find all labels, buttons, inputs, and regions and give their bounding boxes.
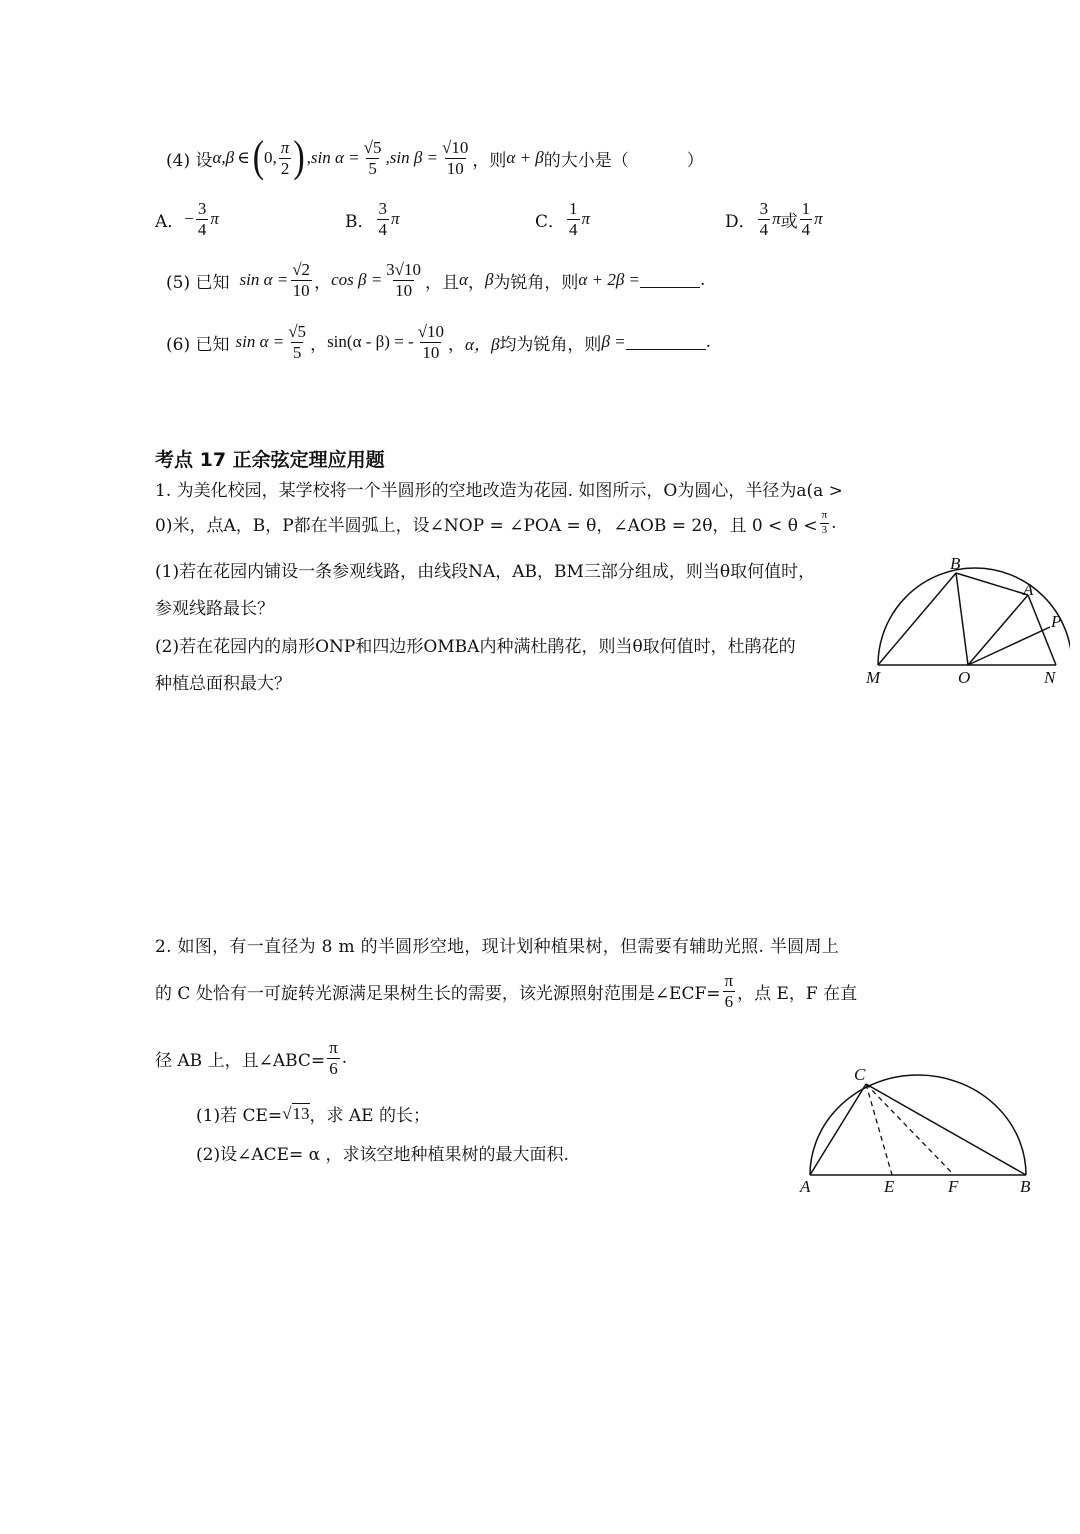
option-a: A． − $\frac{3}{4}$ π: [155, 198, 219, 239]
fig1-segment-ob: [956, 573, 968, 665]
p2-line1: 2. 如图，有一直径为 8 m 的半圆形空地，现计划种植果树，但需要有辅助光照. 半圆周上: [155, 937, 840, 957]
option-d: D． $\frac{3}{4}$ π 或 $\frac{1}{4}$ π: [725, 198, 823, 239]
p1-sub1-line1: (1)若在花园内铺设一条参观线路，由线段NA，AB，BM三部分组成，则当θ取何值时，: [155, 562, 816, 582]
q4-sin-beta: sin β =: [389, 148, 439, 167]
q4-vars: α,β: [212, 148, 235, 167]
fig2-segment-ac: [810, 1084, 866, 1175]
p2-sub1: (1)若 CE= √ 13 ，求 AE 的长；: [196, 1103, 430, 1126]
fig1-label-b: B: [950, 555, 961, 573]
q4-label: (4) 设: [166, 150, 213, 171]
p1-sub1-line2: 参观线路最长？: [155, 599, 274, 619]
q4-ask: 的大小是（: [543, 150, 629, 171]
fig2-label-b: B: [1020, 1177, 1031, 1196]
q4-pi-over-2: $\frac{\pi}{2}$: [280, 137, 290, 178]
fig1-segment-oa: [968, 595, 1028, 665]
fig1-label-a: A: [1023, 580, 1034, 599]
option-b: B． $\frac{3}{4}$ π: [345, 198, 400, 239]
fig1-arc: [878, 568, 1070, 665]
option-c: C． $\frac{1}{4}$ π: [535, 198, 591, 239]
figure-2-semicircle: [790, 1060, 1050, 1200]
fig2-label-f: F: [948, 1177, 959, 1196]
question-5: (5) 已知 sin α = $\frac{√2}{10}$ ， cos β = $\frac{3√10}{10}$ ，且 α ， β 为锐角，则 α + 2β = .: [166, 259, 706, 300]
q4-in: ∈: [237, 148, 250, 167]
q4-close: ）: [686, 150, 704, 171]
q4-frac-sqrt5-5: $\frac{√5}{5}$: [363, 137, 382, 178]
fig2-label-a: A: [800, 1177, 811, 1196]
q4-expr: α + β: [506, 148, 544, 167]
q4-frac-sqrt10-10: $\frac{√10}{10}$: [442, 137, 469, 178]
q4-interval: ( 0, $\frac{\pi}{2}$ ): [252, 133, 305, 182]
question-4: (4) 设 α,β ∈ ( 0, $\frac{\pi}{2}$ ) , sin α = $\frac{√5}{5}$ , sin β = $\frac{√10}{10}$ ，则 α + β 的大小是（ ）: [166, 133, 704, 182]
fig1-segment-ba: [956, 573, 1028, 595]
p2-line2: 的 C 处恰有一可旋转光源满足果树生长的需要，该光源照射范围是∠ECF= $\frac{\pi}{6}$ ，点 E，F 在直: [155, 970, 858, 1011]
p1-sub2-line1: (2)若在花园内的扇形ONP和四边形OMBA内种满杜鹃花，则当θ取何值时，杜鹃花的: [155, 637, 796, 657]
q4-suffix: ，则: [472, 150, 507, 171]
fig1-label-m: M: [866, 668, 881, 687]
section-title: 考点 17 正余弦定理应用题: [155, 449, 385, 471]
q5-answer-blank[interactable]: [640, 273, 700, 288]
question-6: (6) 已知 sin α = $\frac{√5}{5}$ ， sin(α - β) = - $\frac{√10}{10}$ ， α，β 均为锐角，则 β = .: [166, 321, 712, 362]
fig2-label-e: E: [884, 1177, 895, 1196]
p1-sub2-line2: 种植总面积最大？: [155, 674, 291, 694]
p2-sub2: (2)设∠ACE= α ，求该空地种植果树的最大面积.: [196, 1145, 569, 1165]
fig2-label-c: C: [854, 1065, 866, 1084]
q4-sin-alpha: sin α =: [310, 148, 360, 167]
q6-answer-blank[interactable]: [626, 335, 706, 350]
p1-line2: 0)米，点A，B，P都在半圆弧上，设∠NOP = ∠POA = θ，∠AOB = 2θ，且 0 < θ < $\frac{\pi}{3}$ .: [155, 509, 837, 536]
q4-interval-start: 0,: [264, 148, 277, 167]
fig1-label-n: N: [1044, 668, 1056, 687]
fig2-arc: [810, 1075, 1026, 1175]
fig1-label-o: O: [958, 668, 971, 687]
fig2-segment-cb: [866, 1084, 1026, 1175]
p1-line1: 1. 为美化校园，某学校将一个半圆形的空地改造为花园. 如图所示，O为圆心，半径为a(a >: [155, 481, 843, 501]
figure-1-semicircle: [860, 555, 1070, 695]
fig1-label-p: P: [1051, 612, 1062, 631]
fig1-segment-op: [968, 627, 1050, 665]
p2-line3: 径 AB 上，且∠ABC= $\frac{\pi}{6}$ .: [155, 1037, 348, 1078]
